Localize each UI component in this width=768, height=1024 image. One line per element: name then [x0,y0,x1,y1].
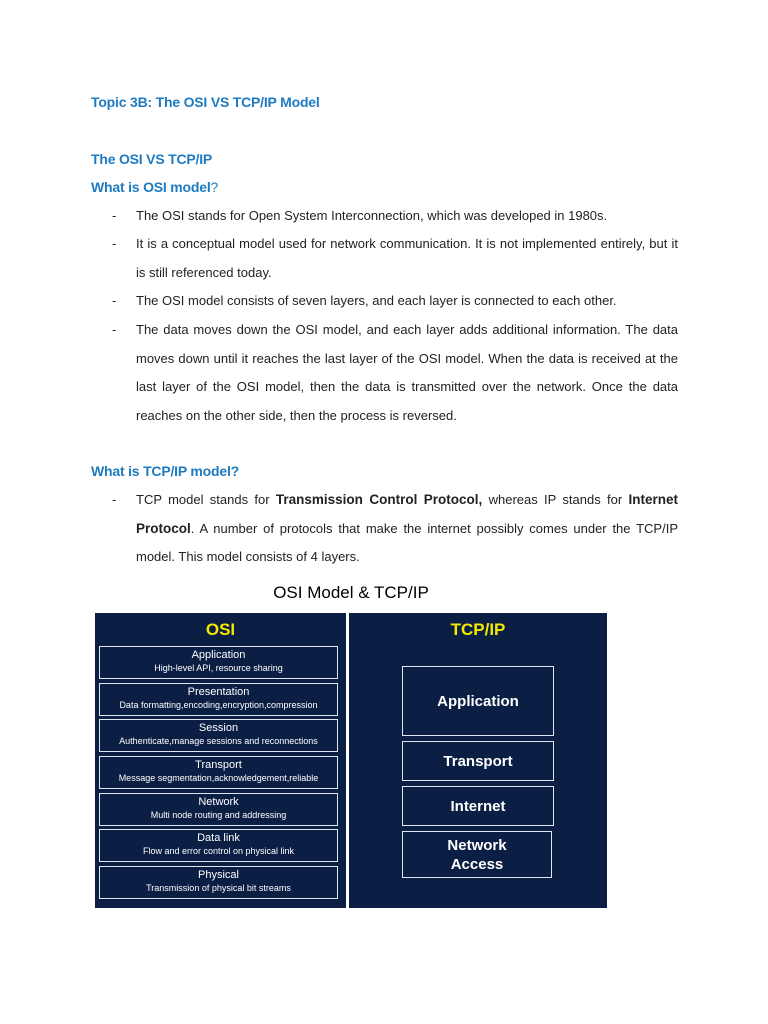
layer-desc: High-level API, resource sharing [154,663,283,673]
osi-panel-title: OSI [205,620,236,639]
osi-layer-session [99,719,338,752]
layer-name: Physical [198,869,239,881]
tcp-text-part2: whereas IP stands for [482,492,629,507]
tcp-text-part1: TCP model stands for [136,492,276,507]
tcp-bullet [112,486,678,572]
layer-name: Session [198,722,239,734]
osi-panel [95,613,346,908]
layer-desc: Message segmentation,acknowledgement,reliable [118,773,319,783]
osi-layer-transport [99,756,338,789]
tcp-panel-title: TCP/IP [450,620,506,639]
layer-name: Transport [195,759,242,771]
tcp-layer-application: Application [402,666,554,736]
tcp-question-heading: What is TCP/IP model? [91,463,240,479]
tcp-text-part3: . A number of protocols that make the internet possibly comes under the TCP/IP model. This model consists of 4 layers. [136,520,678,564]
ip-bold-term: Internet Protocol [136,492,679,536]
section-subheading: The OSI VS TCP/IP [91,151,213,167]
osi-question-mark: ? [210,179,219,195]
layer-name: Application [191,649,246,661]
topic-heading: Topic 3B: The OSI VS TCP/IP Model [91,94,320,110]
osi-bullet-4 [112,316,678,430]
bullet-text: The OSI stands for Open System Interconnection, which was developed in 1980s. [136,208,608,223]
layer-desc: Multi node routing and addressing [150,810,287,820]
tcp-bold-term: Transmission Control Protocol, [275,492,483,507]
bullet-text: The OSI model consists of seven layers, and each layer is connected to each other. [136,293,617,308]
bullet-text: It is a conceptual model used for network communication. It is not implemented entirely, but it is still referenced today. [136,236,678,280]
tcp-layer-network-access: Network Access [402,831,552,878]
layer-desc: Transmission of physical bit streams [146,883,291,893]
layer-desc: Authenticate,manage sessions and reconnections [119,736,318,746]
bullet-dash: - [112,492,117,507]
layer-desc: Flow and error control on physical link [142,846,295,856]
tcp-panel [349,613,607,908]
osi-layer-physical [99,866,338,899]
tcp-layer-transport: Transport [402,741,554,781]
bullet-dash: - [112,208,117,223]
bullet-text [136,486,678,572]
bullet-text: The data moves down the OSI model, and each layer adds additional information. The data moves down until it reaches the last layer of the OSI model. When the data is received at the last layer of the OSI model, then the data is transmitted over the network. Once the data reaches on the other side, then the process is reversed. [136,322,678,423]
osi-bullet-3 [112,287,678,316]
osi-layer-application [99,646,338,679]
osi-question-text: What is OSI model [91,179,211,195]
osi-bullet-2 [112,230,678,287]
bullet-dash: - [112,236,117,251]
bullet-dash: - [112,322,117,337]
figure-title: OSI Model & TCP/IP [273,583,429,602]
osi-tcp-diagram [95,613,607,908]
osi-layer-presentation [99,683,338,716]
bullet-dash: - [112,293,117,308]
layer-name: Network [198,796,239,808]
osi-question-heading [91,179,218,195]
osi-layer-data-link [99,829,338,862]
tcp-layer-internet: Internet [402,786,554,826]
layer-desc: Data formatting,encoding,encryption,compression [119,700,318,710]
osi-bullet-1 [112,202,678,231]
osi-layer-network [99,793,338,826]
layer-name: Data link [197,832,240,844]
layer-name: Presentation [187,686,250,698]
